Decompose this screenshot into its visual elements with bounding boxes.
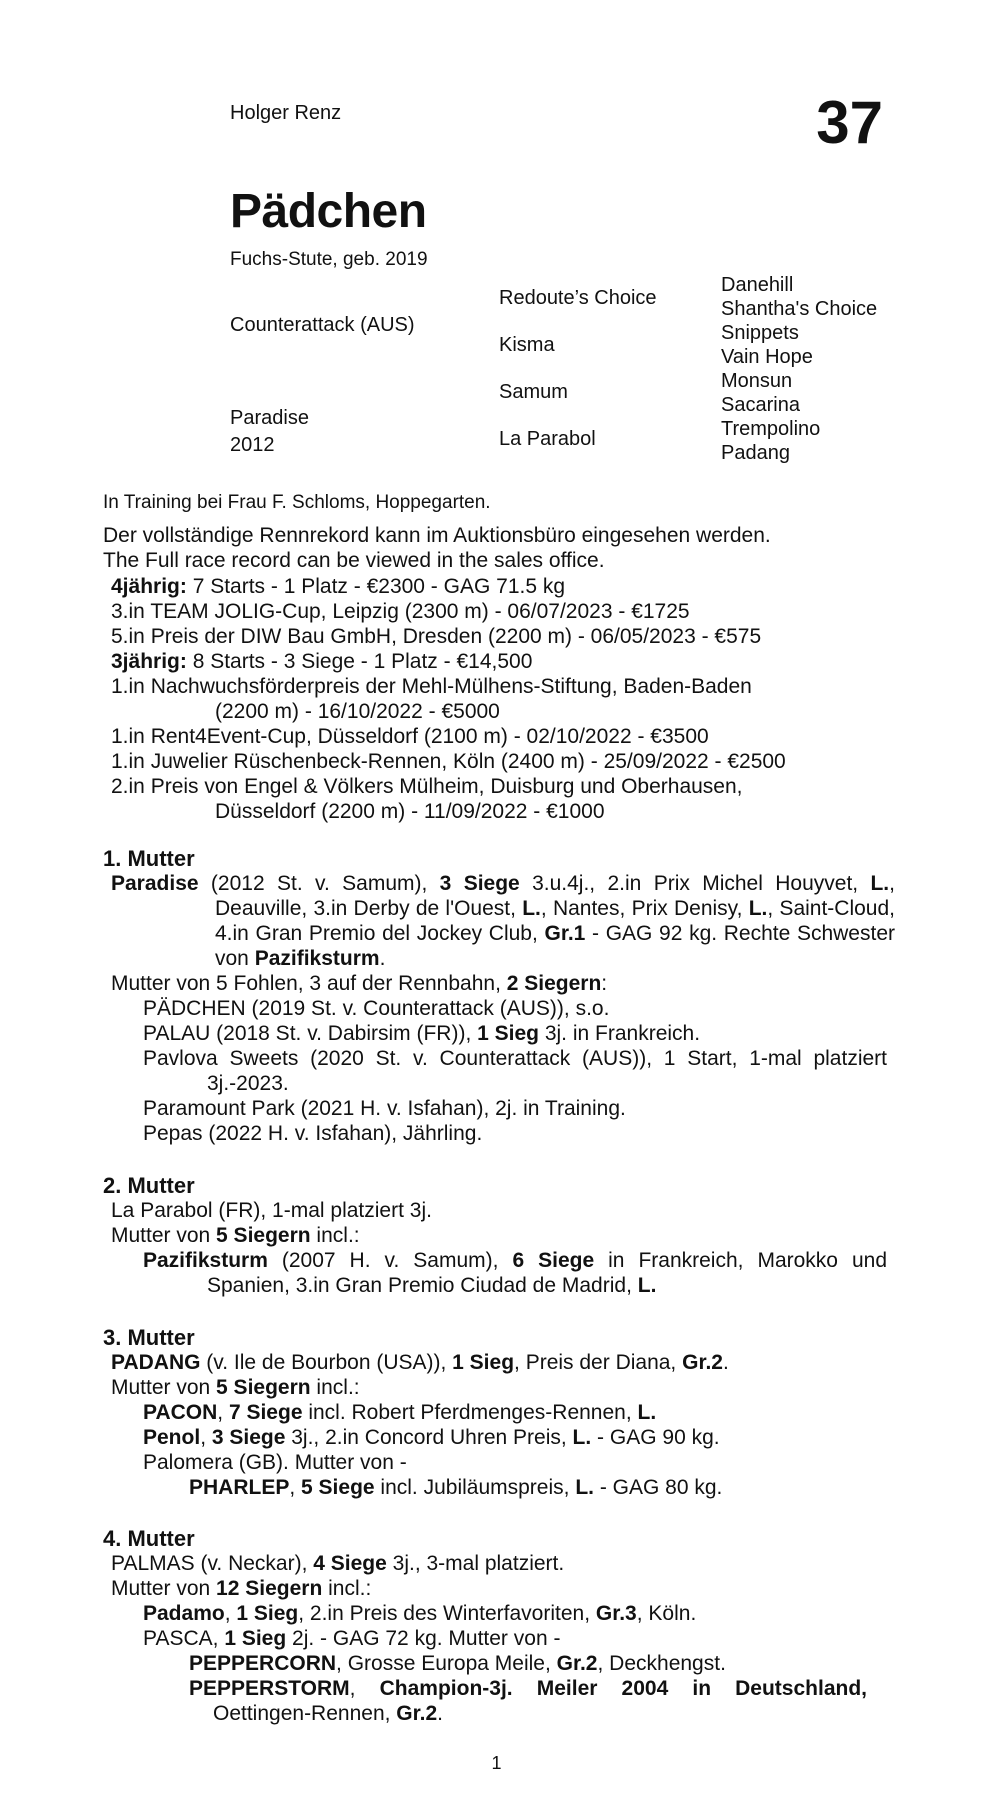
- pedigree-great-grandparent: Shantha's Choice: [721, 298, 878, 320]
- wins: 6 Siege: [512, 1249, 595, 1272]
- wins: 1 Sieg: [477, 1022, 539, 1045]
- dam3-section: [103, 1325, 895, 1500]
- horse-name: PEPPERSTORM: [189, 1677, 350, 1700]
- horse-name: PACON: [143, 1401, 218, 1424]
- offspring-item: Pepas (2022 H. v. Isfahan), Jährling.: [143, 1122, 483, 1145]
- offspring-item: Pavlova Sweets (2020 St. v. Counterattack (AUS)), 1 Start, 1-mal platziert 3j.-2023.: [143, 1047, 887, 1095]
- horse-name: PADANG: [111, 1351, 201, 1374]
- age4-summary: [103, 574, 895, 599]
- race-line-cont: Düsseldorf (2200 m) - 11/09/2022 - €1000: [215, 800, 605, 823]
- text: - GAG 92 kg. Rechte Schwester von: [215, 922, 895, 970]
- race-line-cont: (2200 m) - 16/10/2022 - €5000: [215, 700, 500, 723]
- offspring-item: [103, 1601, 895, 1626]
- text: incl.:: [322, 1577, 372, 1600]
- pedigree-great-grandparent: Padang: [721, 442, 790, 464]
- grade: L.: [637, 1401, 657, 1424]
- grade: L.: [637, 1274, 657, 1297]
- pedigree-grandparent: Redoute’s Choice: [499, 287, 657, 309]
- text: PASCA,: [143, 1627, 225, 1650]
- text: 2j. - GAG 72 kg. Mutter von -: [286, 1627, 561, 1650]
- dam3-produce-summary: [103, 1375, 895, 1400]
- offspring-item: [103, 1021, 895, 1046]
- text: .: [379, 947, 386, 970]
- grade: Gr.1: [544, 922, 586, 945]
- section-title: 3. Mutter: [103, 1325, 195, 1350]
- offspring-item: Paramount Park (2021 H. v. Isfahan), 2j. in Training.: [143, 1097, 626, 1120]
- age3-summary: [103, 649, 895, 674]
- text: ,: [349, 1677, 380, 1700]
- horse-name: Pädchen: [230, 185, 427, 238]
- text: , Grosse Europa Meile,: [336, 1652, 557, 1675]
- section-title: 4. Mutter: [103, 1526, 195, 1551]
- wins: 1 Sieg: [236, 1602, 299, 1625]
- pedigree-grandparent: La Parabol: [499, 428, 596, 450]
- offspring-item: Palomera (GB). Mutter von -: [143, 1451, 407, 1474]
- text: Mutter von: [111, 1224, 217, 1247]
- winners-count: 2 Siegern: [506, 972, 602, 995]
- sister-name: Pazifiksturm: [254, 947, 380, 970]
- text: ,: [289, 1476, 302, 1499]
- grade: L.: [572, 1426, 592, 1449]
- pedigree-great-grandparent: Vain Hope: [721, 346, 813, 368]
- grade: L.: [748, 897, 768, 920]
- text: - GAG 90 kg.: [591, 1426, 720, 1449]
- grade: Gr.2: [682, 1351, 723, 1374]
- offspring-item: PÄDCHEN (2019 St. v. Counterattack (AUS)), s.o.: [143, 997, 610, 1020]
- offspring-item: [103, 1248, 887, 1298]
- lot-number: 37: [816, 89, 883, 156]
- horse-name: Pazifiksturm: [143, 1249, 268, 1272]
- text: in Frankreich, Marokko und Spanien, 3.in Gran Premio Ciudad de Madrid,: [207, 1249, 887, 1297]
- wins: 1 Sieg: [224, 1627, 287, 1650]
- wins: 1 Sieg: [452, 1351, 515, 1374]
- horse-name: Penol: [143, 1426, 201, 1449]
- text: 3j. in Frankreich.: [539, 1022, 701, 1045]
- text: :: [601, 972, 608, 995]
- record-note-english: The Full race record can be viewed in the sales office.: [103, 549, 605, 572]
- pedigree-great-grandparent: Danehill: [721, 274, 794, 296]
- race-record: [103, 574, 895, 824]
- wins: 4 Siege: [313, 1552, 387, 1575]
- section-title: 1. Mutter: [103, 846, 195, 871]
- record-note-german: Der vollständige Rennrekord kann im Auktionsbüro eingesehen werden.: [103, 524, 771, 547]
- dam4-produce-summary: [103, 1576, 895, 1601]
- text: - GAG 80 kg.: [594, 1476, 723, 1499]
- pedigree-sire: Counterattack (AUS): [230, 314, 415, 336]
- race-line: 5.in Preis der DIW Bau GmbH, Dresden (2200 m) - 06/05/2023 - €575: [111, 625, 762, 648]
- wins: 3 Siege: [211, 1426, 286, 1449]
- dam3-record: [103, 1350, 895, 1375]
- grade: L.: [870, 872, 890, 895]
- dam1-name: Paradise: [111, 872, 199, 895]
- seller-name: Holger Renz: [230, 102, 342, 124]
- grade: Gr.2: [396, 1702, 438, 1725]
- text: Oettingen-Rennen,: [213, 1702, 397, 1725]
- text: , Preis der Diana,: [514, 1351, 683, 1374]
- text: incl. Robert Pferdmenges-Rennen,: [302, 1401, 638, 1424]
- text: .: [437, 1702, 444, 1725]
- text: (2012 St. v. Samum),: [198, 872, 440, 895]
- dam2-produce-summary: [103, 1223, 895, 1248]
- pedigree-great-grandparent: Sacarina: [721, 394, 800, 416]
- offspring-item: [103, 1400, 895, 1425]
- dam2-record: La Parabol (FR), 1-mal platziert 3j.: [111, 1199, 432, 1222]
- text: ,: [224, 1602, 237, 1625]
- text: incl. Jubiläumspreis,: [374, 1476, 576, 1499]
- horse-name: PHARLEP: [189, 1476, 290, 1499]
- wins: 3 Siege: [439, 872, 520, 895]
- text: ,: [200, 1426, 212, 1449]
- race-line: 1.in Rent4Event-Cup, Düsseldorf (2100 m) - 02/10/2022 - €3500: [111, 725, 709, 748]
- text: , Saint-Cloud, 4.in Gran Premio del Jockey Club,: [215, 897, 895, 945]
- wins: 7 Siege: [228, 1401, 303, 1424]
- pedigree-grandparent: Kisma: [499, 334, 555, 356]
- offspring-item: [103, 1626, 895, 1651]
- dam1-produce-summary: [103, 971, 895, 996]
- text: , Deauville, 3.in Derby de l'Ouest,: [215, 872, 895, 920]
- text: 3j., 2.in Concord Uhren Preis,: [285, 1426, 573, 1449]
- text: (2007 H. v. Samum),: [267, 1249, 513, 1272]
- pedigree-grandparent: Samum: [499, 381, 568, 403]
- pedigree-great-grandparent: Trempolino: [721, 418, 821, 440]
- text: PALMAS (v. Neckar),: [111, 1552, 314, 1575]
- winners-count: 5 Siegern: [216, 1224, 311, 1247]
- training-info: In Training bei Frau F. Schloms, Hoppegarten.: [103, 492, 491, 513]
- text: (v. Ile de Bourbon (USA)),: [200, 1351, 453, 1374]
- wins: 5 Siege: [301, 1476, 375, 1499]
- page-number: 1: [491, 1753, 502, 1773]
- pedigree-great-grandparent: Monsun: [721, 370, 793, 392]
- race-line: 1.in Nachwuchsförderpreis der Mehl-Mülhens-Stiftung, Baden-Baden: [111, 675, 752, 698]
- pedigree-great-grandparent: Snippets: [721, 322, 799, 344]
- text: incl.:: [310, 1376, 360, 1399]
- text: .: [722, 1351, 729, 1374]
- text: ,: [217, 1401, 229, 1424]
- dam4-section: [103, 1526, 895, 1726]
- race-line: 1.in Juwelier Rüschenbeck-Rennen, Köln (2400 m) - 25/09/2022 - €2500: [111, 750, 786, 773]
- offspring-item: [103, 1475, 895, 1500]
- pedigree-dam: Paradise: [230, 407, 309, 429]
- text: incl.:: [310, 1224, 360, 1247]
- dam4-record: [103, 1551, 895, 1576]
- offspring-item: [103, 1676, 867, 1726]
- age3-stats: 8 Starts - 3 Siege - 1 Platz - €14,500: [186, 650, 533, 673]
- horse-description: Fuchs-Stute, geb. 2019: [230, 249, 428, 270]
- winners-count: 5 Siegern: [216, 1376, 311, 1399]
- dam1-record: [103, 871, 895, 971]
- horse-name: Padamo: [143, 1602, 225, 1625]
- offspring-item: [103, 1651, 895, 1676]
- text: , Deckhengst.: [597, 1652, 726, 1675]
- text: Mutter von: [111, 1376, 217, 1399]
- text: , Nantes, Prix Denisy,: [540, 897, 749, 920]
- winners-count: 12 Siegern: [216, 1577, 323, 1600]
- text: 3j., 3-mal platziert.: [386, 1552, 565, 1575]
- pedigree-dam-year: 2012: [230, 434, 275, 456]
- age4-label: 4jährig:: [111, 575, 187, 598]
- text: Mutter von: [111, 1577, 217, 1600]
- grade: L.: [575, 1476, 594, 1499]
- age3-label: 3jährig:: [111, 650, 187, 673]
- grade: L.: [522, 897, 541, 920]
- text: PALAU (2018 St. v. Dabirsim (FR)),: [143, 1022, 478, 1045]
- dam2-section: [103, 1173, 895, 1298]
- text: Mutter von 5 Fohlen, 3 auf der Rennbahn,: [111, 972, 507, 995]
- race-line: 2.in Preis von Engel & Völkers Mülheim, Duisburg und Oberhausen,: [111, 775, 743, 798]
- text: 3.u.4j., 2.in Prix Michel Houyvet,: [519, 872, 871, 895]
- offspring-item: [103, 1425, 895, 1450]
- age4-stats: 7 Starts - 1 Platz - €2300 - GAG 71.5 kg: [186, 575, 566, 598]
- race-line: 3.in TEAM JOLIG-Cup, Leipzig (2300 m) - 06/07/2023 - €1725: [111, 600, 690, 623]
- dam1-section: [103, 846, 895, 1146]
- text: , 2.in Preis des Winterfavoriten,: [298, 1602, 596, 1625]
- grade: Gr.3: [595, 1602, 637, 1625]
- text: , Köln.: [636, 1602, 697, 1625]
- section-title: 2. Mutter: [103, 1173, 195, 1198]
- horse-name: PEPPERCORN: [189, 1652, 337, 1675]
- champion-title: Champion-3j. Meiler 2004 in Deutschland,: [379, 1677, 867, 1700]
- grade: Gr.2: [556, 1652, 598, 1675]
